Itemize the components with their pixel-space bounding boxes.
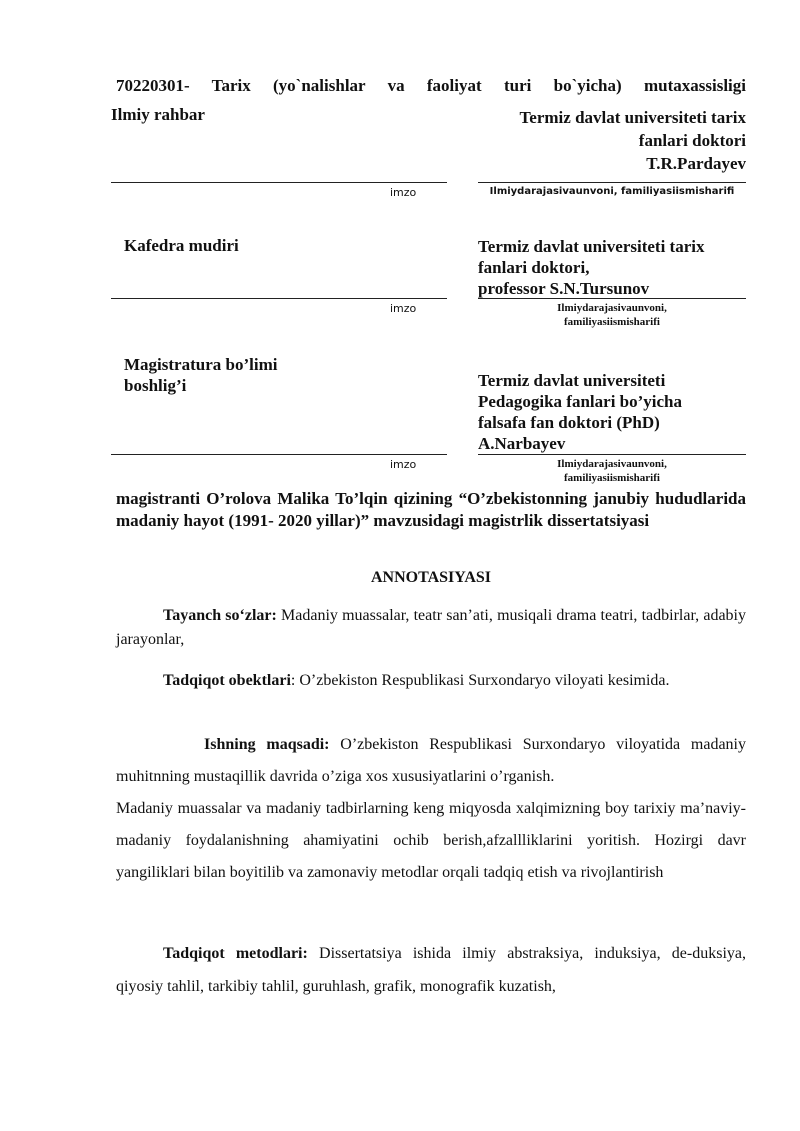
supervisor-line-2: fanlari doktori	[638, 131, 746, 150]
specialty-line: 70220301- Tarix (yo`nalishlar va faoliyat turi bo`yicha) mutaxassisligi	[116, 76, 746, 95]
role-department-head: Kafedra mudiri	[124, 236, 239, 255]
sign-caption-2: imzo	[390, 302, 417, 315]
department-head-details	[478, 236, 746, 299]
sign-caption-1: imzo	[390, 186, 417, 199]
person-caption-3-line-2: familiyasiismisharifi	[564, 472, 660, 484]
objects-paragraph	[116, 664, 746, 697]
objects-text: : O’zbekiston Respublikasi Surxondaryo viloyati kesimida.	[290, 672, 670, 689]
keywords-label: Tayanch so‘zlar:	[163, 607, 277, 624]
signature-line-2	[111, 298, 447, 299]
thesis-title: magistranti O’rolova Malika To’lqin qizining “O’zbekistonning janubiy hududlarida madaniy hayot (1991- 2020 yillar)” mavzusidagi magistrlik dissertatsiyasi	[116, 489, 746, 530]
masters-line-2: Pedagogika fanlari bo’yicha	[478, 392, 683, 411]
annotation-heading: ANNOTASIYASI	[370, 569, 492, 586]
person-caption-1: Ilmiydarajasivaunvoni, familiyasiismisharifi	[489, 186, 735, 197]
person-line-3	[478, 454, 746, 455]
person-line-2	[478, 298, 746, 299]
goal-continuation: Madaniy muassalar va madaniy tadbirlarning keng miqyosda xalqimizning boy tarixiy ma’naviy-madaniy foydalanishning ahamiyatini ochib berish,afzallliklarini yoritish. Hozirgi davr yangiliklari bilan boyitilib va zamonaviy metodlar orqali tadqiq etish va rivojlantirish	[116, 800, 746, 881]
masters-line-1: Termiz davlat universiteti	[478, 371, 666, 390]
objects-label: Tadqiqot obektlari	[163, 672, 291, 689]
person-caption-2	[478, 301, 746, 329]
keywords-paragraph	[116, 604, 746, 652]
masters-line-4: A.Narbayev	[478, 434, 566, 453]
dept-line-3: professor S.N.Tursunov	[478, 279, 650, 298]
masters-line-3: falsafa fan doktori (PhD)	[478, 413, 660, 432]
goal-paragraph	[116, 729, 746, 793]
person-line-1	[478, 182, 746, 183]
role-masters-head	[124, 354, 277, 396]
signature-line-1	[111, 182, 447, 183]
masters-role-line-1: Magistratura bo’limi	[124, 355, 278, 374]
supervisor-details	[470, 106, 746, 175]
person-caption-2-line-2: familiyasiismisharifi	[564, 316, 660, 328]
person-caption-2-line-1: Ilmiydarajasivaunvoni,	[557, 302, 667, 314]
supervisor-line-3: T.R.Pardayev	[646, 154, 746, 173]
dept-line-2: fanlari doktori,	[478, 258, 590, 277]
keywords-text: Madaniy muassalar, teatr san’ati, musiqali drama teatri, tadbirlar, adabiy jarayonlar,	[116, 607, 746, 648]
masters-head-details	[478, 370, 746, 454]
masters-role-line-2: boshlig’i	[124, 376, 187, 395]
goal-label: Ishning maqsadi:	[204, 736, 330, 753]
person-caption-3-line-1: Ilmiydarajasivaunvoni,	[557, 458, 667, 470]
dept-line-1: Termiz davlat universiteti tarix	[478, 237, 705, 256]
methods-text: Dissertatsiya ishida ilmiy abstraksiya, induksiya, de-duksiya, qiyosiy tahlil, tarkibiy tahlil, guruhlash, grafik, monografik kuzatish,	[116, 945, 747, 995]
sign-caption-3: imzo	[390, 458, 417, 471]
goal-text: O’zbekiston Respublikasi Surxondaryo viloyatida madaniy muhitnning mustaqillik davrida o’ziga xos xususiyatlarini o’rganish.	[116, 736, 746, 785]
methods-label: Tadqiqot metodlari:	[163, 945, 308, 962]
methods-paragraph	[116, 937, 746, 1003]
supervisor-line-1: Termiz davlat universiteti tarix	[519, 108, 746, 127]
role-scientific-supervisor: Ilmiy rahbar	[111, 105, 205, 124]
signature-line-3	[111, 454, 447, 455]
person-caption-3	[478, 457, 746, 485]
